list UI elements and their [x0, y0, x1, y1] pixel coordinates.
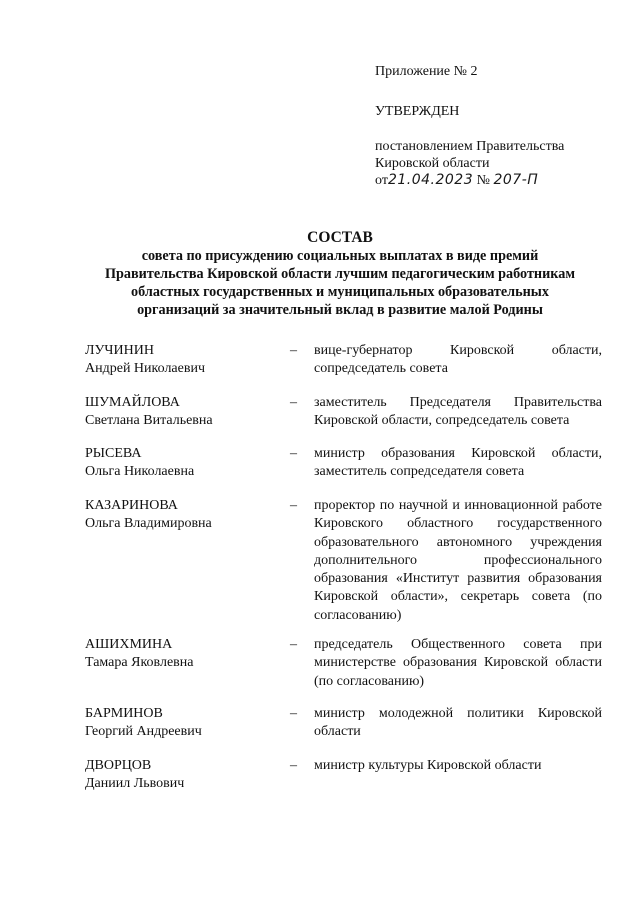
member-role: проректор по научной и инновационной работе Кировского областного государственного образовательного автономного учреждения дополнительного профессионального образования «Институт развития образования Кировской области», секретарь совета (по согласованию) — [314, 498, 602, 623]
subtitle-line: организаций за значительный вклад в развитие малой Родины — [137, 302, 543, 318]
member-given-name: Даниил Львович — [85, 776, 185, 792]
member-surname: РЫСЕВА — [85, 446, 142, 461]
member-given-name: Ольга Николаевна — [85, 464, 195, 480]
member-dash: – — [290, 498, 297, 513]
decree-date-line — [375, 172, 538, 189]
date-prefix: от — [375, 173, 388, 188]
member-given-name: Георгий Андреевич — [85, 724, 202, 740]
member-dash: – — [290, 446, 297, 461]
member-surname: ШУМАЙЛОВА — [85, 395, 180, 410]
member-role: министр молодежной политики Кировской области — [314, 706, 602, 740]
member-surname: ДВОРЦОВ — [85, 758, 152, 773]
member-name — [85, 705, 275, 742]
member-surname: БАРМИНОВ — [85, 706, 163, 721]
handwritten-date: 21.04.2023 — [387, 172, 474, 188]
subtitle-line: Правительства Кировской области лучшим педагогическим работникам — [105, 266, 575, 282]
member-role: министр культуры Кировской области — [314, 758, 542, 773]
member-given-name: Андрей Николаевич — [85, 361, 205, 377]
document-title: СОСТАВ — [307, 229, 373, 246]
document-subtitle — [60, 247, 620, 319]
member-role: министр образования Кировской области, заместитель сопредседателя совета — [314, 446, 602, 480]
member-name — [85, 497, 275, 534]
member-role: заместитель Председателя Правительства Кировской области, сопредседатель совета — [314, 395, 602, 429]
member-surname: ЛУЧИНИН — [85, 343, 154, 358]
member-given-name: Тамара Яковлевна — [85, 655, 194, 671]
member-given-name: Ольга Владимировна — [85, 516, 212, 532]
member-name — [85, 757, 275, 794]
number-sign: № — [476, 173, 490, 188]
member-surname: АШИХМИНА — [85, 637, 173, 652]
member-role: вице-губернатор Кировской области, сопредседатель совета — [314, 343, 602, 377]
decree-line-2: Кировской области — [375, 156, 490, 171]
member-name — [85, 394, 275, 431]
member-name — [85, 445, 275, 482]
appendix-label: Приложение № 2 — [375, 64, 478, 79]
member-name — [85, 636, 275, 673]
member-dash: – — [290, 706, 297, 721]
member-name — [85, 342, 275, 379]
member-dash: – — [290, 758, 297, 773]
decree-line-1: постановлением Правительства — [375, 139, 565, 154]
handwritten-number: 207-П — [493, 172, 539, 188]
member-given-name: Светлана Витальевна — [85, 413, 213, 429]
member-dash: – — [290, 637, 297, 652]
member-dash: – — [290, 395, 297, 410]
member-role: председатель Общественного совета при министерстве образования Кировской области (по согласованию) — [314, 637, 602, 689]
approved-label: УТВЕРЖДЕН — [375, 104, 460, 119]
member-dash: – — [290, 343, 297, 358]
subtitle-line: совета по присуждению социальных выплатах в виде премий — [141, 248, 539, 264]
subtitle-line: областных государственных и муниципальных образовательных — [131, 284, 549, 300]
member-surname: КАЗАРИНОВА — [85, 498, 178, 513]
